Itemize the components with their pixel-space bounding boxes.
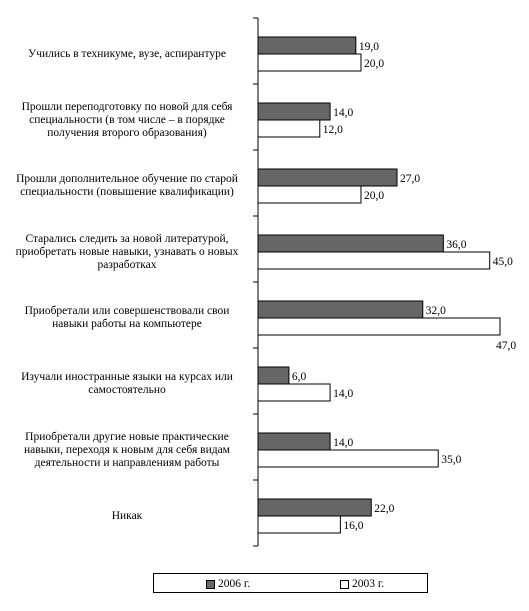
category-label-line: специальности (в том числе – в порядке [29,113,225,126]
category-label-line: Изучали иностранные языки на курсах или [21,371,233,383]
data-label-2003: 45,0 [492,256,513,268]
bar-2006 [258,235,443,252]
bar-2006 [258,433,330,450]
legend-item-2006 [206,578,250,590]
category-label-line: самостоятельно [88,384,166,396]
bar-2006 [258,367,289,384]
data-label-2003: 47,0 [496,340,517,352]
bar-2003 [258,450,438,467]
category-label-line: Прошли дополнительное обучение по старой [16,173,238,185]
legend-label-2003: 2003 г. [352,578,385,590]
category-label [4,48,250,61]
category-label-line: разработках [97,258,157,271]
bar-2003 [258,516,340,533]
category-label-line: навыки работы на компьютере [52,318,202,330]
data-label-2006: 6,0 [291,371,307,383]
category-label-line: Учились в техникуме, вузе, аспирантуре [28,47,226,60]
data-label-2006: 19,0 [358,41,379,53]
data-label-2006: 14,0 [333,437,354,449]
category-label-line: Приобретали другие новые практические [25,430,229,443]
data-label-2006: 22,0 [374,503,395,515]
legend [153,573,428,593]
data-label-2003: 20,0 [363,58,385,70]
category-label-line: приобретать новые навыки, узнавать о новых [15,245,239,258]
bar-2003 [258,186,361,203]
bar-2003 [258,54,361,71]
category-label [4,305,250,331]
bar-2006 [258,37,356,54]
data-label-2006: 32,0 [425,305,446,317]
legend-swatch-2006 [206,580,215,589]
bar-2003 [258,120,320,137]
category-label [4,233,250,272]
bar-2003 [258,318,500,335]
data-label-2003: 35,0 [441,454,462,466]
bar-2006 [258,301,423,318]
legend-label-2006: 2006 г. [218,578,251,590]
bar-2006 [258,103,330,120]
category-label-line: навыки, переходя к новым для себя видам [24,443,230,456]
category-label-line: Прошли переподготовку по новой для себя [21,100,233,113]
bar-2003 [258,384,330,401]
category-label [4,101,250,140]
category-label-line: специальности (повышение квалификации) [20,186,234,198]
category-label-line: получения второго образования) [47,126,207,139]
category-label-line: деятельности и направлениям работы [34,456,220,469]
data-label-2006: 27,0 [400,173,421,185]
bar-2006 [258,499,371,516]
data-label-2003: 16,0 [343,520,364,532]
data-label-2003: 12,0 [322,124,343,136]
category-label [4,510,250,523]
category-label-line: Никак [111,509,143,522]
data-label-2006: 14,0 [333,107,354,119]
category-label-line: Старались следить за новой литературой, [25,232,229,245]
category-label-line: Приобретали или совершенствовали свои [24,305,230,317]
category-label [4,431,250,470]
legend-item-2003 [340,578,384,590]
data-label-2003: 20,0 [363,190,385,202]
legend-swatch-2003 [340,580,349,589]
category-label [4,173,250,199]
category-label [4,371,250,397]
data-label-2003: 14,0 [333,388,354,400]
bar-2006 [258,169,397,186]
data-label-2006: 36,0 [446,239,467,251]
bar-2003 [258,252,490,269]
